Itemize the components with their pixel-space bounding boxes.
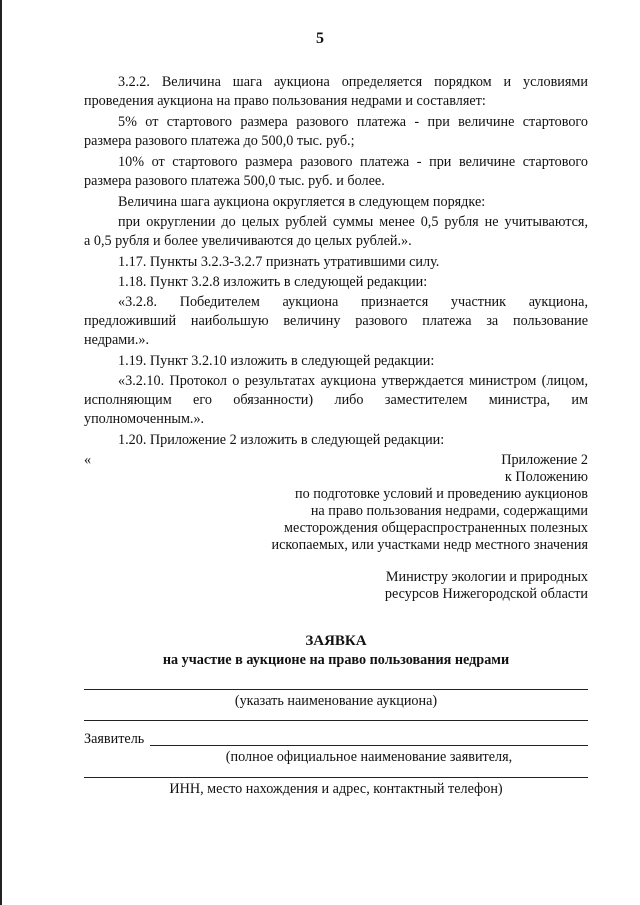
appendix-line: Приложение 2 — [501, 452, 588, 468]
paragraph-line: 5% от стартового размера разового платежа - при величине стартового — [118, 114, 588, 130]
paragraph-line: 10% от стартового размера разового платежа - при величине стартового — [118, 154, 588, 170]
form-blank-line — [84, 720, 588, 721]
paragraph-line: предложивший наибольшую величину разового платежа за пользование — [84, 313, 588, 329]
applicant-details-hint: ИНН, место нахождения и адрес, контактный телефон) — [169, 781, 503, 797]
applicant-details-line — [84, 777, 588, 778]
scan-left-edge — [0, 0, 2, 905]
appendix-line: по подготовке условий и проведению аукционов — [294, 486, 588, 502]
appendix-line: месторождения общераспространенных полезных — [284, 520, 588, 536]
paragraph-line: 1.20. Приложение 2 изложить в следующей редакции: — [118, 432, 445, 448]
paragraph-line: «3.2.8. Победителем аукциона признается участник аукциона, — [118, 294, 588, 310]
addressee-line: ресурсов Нижегородской области — [384, 586, 588, 602]
paragraph-line: исполняющим его обязанности) либо заместителем министра, им — [84, 392, 588, 408]
paragraph-line: Величина шага аукциона округляется в следующем порядке: — [118, 194, 486, 210]
appendix-line: ископаемых, или участками недр местного значения — [271, 537, 588, 553]
form-title: ЗАЯВКА — [305, 633, 367, 649]
auction-name-hint: (указать наименование аукциона) — [234, 693, 438, 709]
paragraph-line: а 0,5 рубля и более увеличиваются до целых рублей.». — [84, 233, 412, 249]
paragraph-line: недрами.». — [84, 332, 150, 348]
paragraph-line: размера разового платежа до 500,0 тыс. руб.; — [84, 133, 355, 149]
paragraph-line: проведения аукциона на право пользования недрами и составляет: — [84, 93, 486, 109]
addressee-line: Министру экологии и природных — [385, 569, 588, 585]
appendix-line: к Положению — [504, 469, 588, 485]
paragraph-line: при округлении до целых рублей суммы менее 0,5 рубля не учитываются, — [118, 214, 588, 230]
page-number: 5 — [316, 30, 324, 47]
applicant-name-line — [150, 745, 588, 746]
paragraph-line: 1.18. Пункт 3.2.8 изложить в следующей редакции: — [118, 274, 428, 290]
paragraph-line: 3.2.2. Величина шага аукциона определяется порядком и условиями — [118, 74, 588, 90]
paragraph-line: размера разового платежа 500,0 тыс. руб. и более. — [84, 173, 385, 189]
appendix-line: на право пользования недрами, содержащими — [310, 503, 588, 519]
auction-name-line — [84, 689, 588, 690]
applicant-name-hint: (полное официальное наименование заявителя, — [225, 749, 513, 765]
form-subtitle: на участие в аукционе на право пользования недрами — [162, 652, 510, 668]
paragraph-line: 1.19. Пункт 3.2.10 изложить в следующей редакции: — [118, 353, 435, 369]
applicant-label: Заявитель — [84, 731, 145, 747]
paragraph-line: уполномоченным.». — [84, 411, 205, 427]
open-quote: « — [84, 452, 92, 468]
paragraph-line: «3.2.10. Протокол о результатах аукциона утверждается министром (лицом, — [118, 373, 588, 389]
paragraph-line: 1.17. Пункты 3.2.3-3.2.7 признать утратившими силу. — [118, 254, 440, 270]
